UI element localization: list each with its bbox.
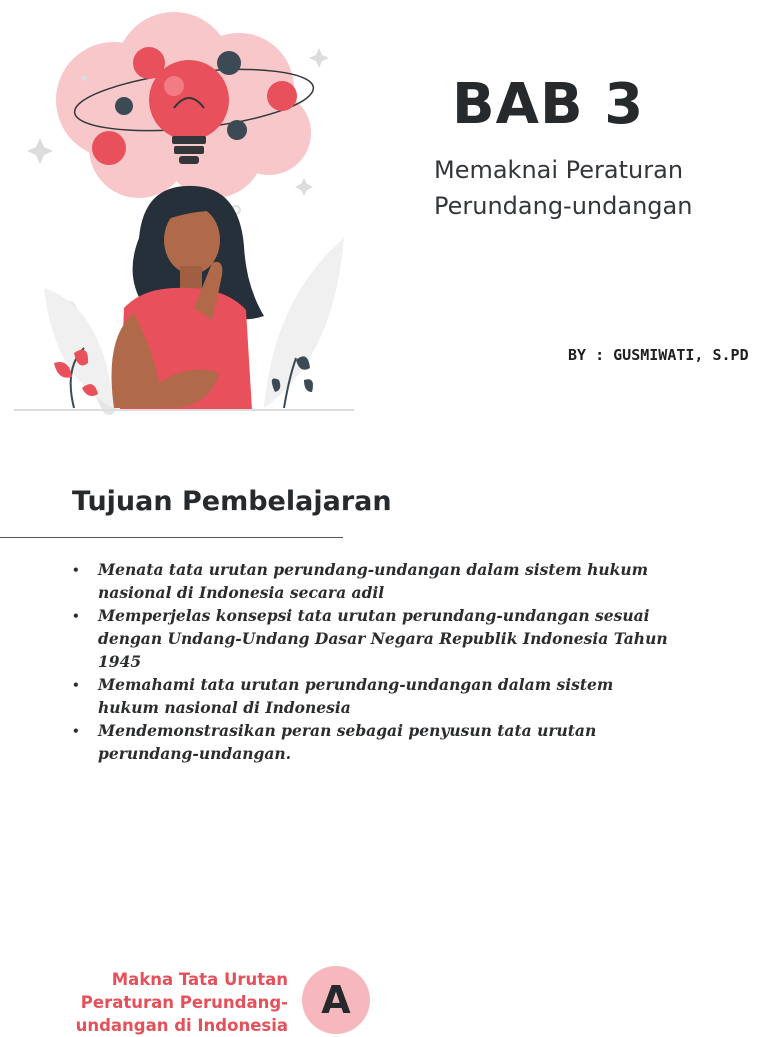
section-title [72,968,288,1037]
objectives-slide [0,430,768,950]
section-badge: A [302,966,370,1034]
subtitle-line: Memaknai Peraturan [434,156,684,184]
section-heading: Tujuan Pembelajaran [72,486,392,517]
chapter-subtitle [434,152,754,224]
section-a-slide [0,950,768,1035]
list-item: • Memahami tata urutan perundang-undangan dalam sistem hukum nasional di Indonesia [70,673,670,719]
section-title-line: undangan di Indonesia [75,1016,288,1035]
list-item: • Mendemonstrasikan peran sebagai penyusun tata urutan perundang-undangan. [70,719,670,765]
chapter-title: BAB 3 [452,72,645,137]
heading-divider [0,537,343,538]
objectives-list [70,558,670,765]
list-item: • Memperjelas konsepsi tata urutan perundang-undangan sesuai dengan Undang-Undang Dasar Negara Republik Indonesia Tahun 1945 [70,604,670,673]
title-slide [0,0,768,430]
section-title-line: Peraturan Perundang- [80,993,288,1012]
list-item: • Menata tata urutan perundang-undangan dalam sistem hukum nasional di Indonesia secara adil [70,558,670,604]
author-credit: BY : GUSMIWATI, S.PD [568,346,749,364]
section-title-line: Makna Tata Urutan [111,970,288,989]
thinking-woman-lightbulb-illustration [14,8,364,418]
subtitle-line: Perundang-undangan [434,192,693,220]
